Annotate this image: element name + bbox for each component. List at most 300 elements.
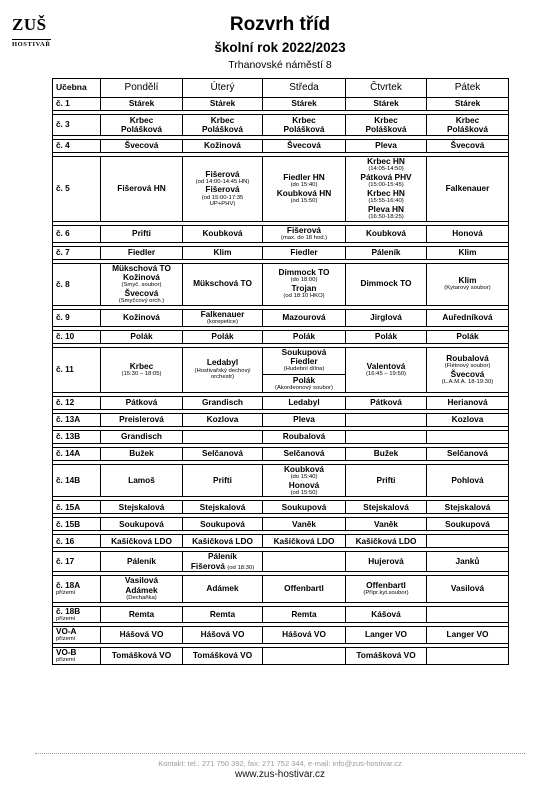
- table-row: [53, 627, 509, 644]
- teacher-name: [348, 313, 424, 322]
- teacher-name: [185, 141, 260, 150]
- room-cell: [53, 225, 101, 242]
- teacher-name: [265, 141, 343, 150]
- teacher-name: [103, 557, 180, 566]
- teacher-text: Polák: [292, 374, 316, 385]
- schedule-cell-thursday: [346, 413, 427, 426]
- note-text: (od 18:10 HKO): [283, 293, 325, 300]
- teacher-text: Falkenauer: [445, 183, 490, 194]
- schedule-cell-friday: [427, 535, 509, 548]
- teacher-text: Stárek: [291, 98, 317, 109]
- schedule-cell-friday: [427, 140, 509, 153]
- schedule-cell-thursday: [346, 518, 427, 531]
- teacher-text: Kožinová: [204, 140, 241, 151]
- room-cell: [53, 396, 101, 409]
- schedule-cell-wednesday: [263, 225, 346, 242]
- teacher-text: Páleník: [207, 551, 238, 562]
- schedule-cell-wednesday: [263, 157, 346, 222]
- teacher-text: Kašičková LDO: [355, 535, 417, 546]
- table-row: [53, 576, 509, 602]
- teacher-text: Krbec: [129, 360, 154, 371]
- teacher-name: [103, 141, 180, 150]
- teacher-name: [103, 273, 180, 282]
- teacher-name: [103, 476, 180, 485]
- schedule-cell-thursday: [346, 246, 427, 259]
- teacher-text: Adámek: [125, 584, 158, 595]
- teacher-name: [185, 476, 260, 485]
- logo-subtext: HOSTIVAŘ: [12, 41, 51, 48]
- teacher-text: Polák: [292, 330, 316, 341]
- teacher-text: Bužek: [129, 448, 154, 459]
- teacher-name: [103, 432, 180, 441]
- schedule-cell-thursday: [346, 552, 427, 572]
- schedule-cell-tuesday: [183, 330, 263, 343]
- schedule-cell-friday: [427, 647, 509, 664]
- teacher-name: [265, 313, 343, 322]
- teacher-name: [103, 313, 180, 322]
- schedule-cell-friday: [427, 263, 509, 305]
- teacher-text: Jirglová: [370, 311, 402, 322]
- table-row: [53, 347, 509, 392]
- teacher-text: Krbec HN: [367, 187, 405, 198]
- teacher-text: Roubalová: [282, 431, 326, 442]
- room-label: č. 14B: [56, 475, 81, 485]
- teacher-name: [265, 537, 343, 546]
- teacher-name: [103, 586, 180, 595]
- note-text: (L.A.M.A. 18-19:30): [441, 378, 494, 385]
- schedule-cell-monday: [101, 606, 183, 623]
- schedule-cell-monday: [101, 518, 183, 531]
- teacher-text: Kašičková LDO: [273, 535, 335, 546]
- teacher-name: [348, 99, 424, 108]
- teacher-text: Herianová: [447, 397, 488, 408]
- schedule-cell-thursday: [346, 501, 427, 514]
- room-cell: [53, 413, 101, 426]
- teacher-text: Vasilová: [124, 575, 159, 586]
- teacher-name: [103, 229, 180, 238]
- teacher-name: [348, 125, 424, 134]
- teacher-text: Remta: [128, 608, 155, 619]
- note-text: (od 14:00-14:45 HN): [195, 178, 250, 185]
- note-text: (Dechaňka): [126, 594, 157, 601]
- room-label: č. 12: [56, 398, 75, 408]
- teacher-text: Stárek: [373, 98, 399, 109]
- schedule-cell-monday: [101, 347, 183, 392]
- teacher-name: [348, 173, 424, 182]
- note-text: (Hudební dílna): [283, 366, 325, 373]
- schedule-cell-monday: [101, 115, 183, 136]
- room-cell: [53, 552, 101, 572]
- room-cell: [53, 157, 101, 222]
- schedule-cell-monday: [101, 263, 183, 305]
- teacher-name: [348, 537, 424, 546]
- teacher-text: Pátková: [370, 397, 402, 408]
- cell-note: [265, 366, 343, 373]
- cell-note: [348, 214, 424, 221]
- teacher-text: Honová: [288, 479, 320, 490]
- schedule-cell-friday: [427, 98, 509, 111]
- teacher-text: Krbec: [455, 114, 480, 125]
- schedule-cell-thursday: [346, 576, 427, 602]
- teacher-name: [429, 229, 506, 238]
- schedule-cell-tuesday: [183, 347, 263, 392]
- table-row: [53, 115, 509, 136]
- schedule-cell-tuesday: [183, 309, 263, 326]
- schedule-cell-friday: [427, 430, 509, 443]
- cell-note: [265, 198, 343, 205]
- room-cell: [53, 447, 101, 460]
- schedule-cell-thursday: [346, 447, 427, 460]
- teacher-name: [265, 189, 343, 198]
- room-note: přízemí: [56, 657, 76, 664]
- teacher-name: [265, 357, 343, 366]
- teacher-text: Polák: [456, 330, 479, 341]
- schedule-cell-monday: [101, 309, 183, 326]
- contact-info: Kontakt: tel.: 271 750 392, fax: 271 752 344, e-mail: info@zus-hostivar.cz: [158, 759, 402, 768]
- room-label: č. 13A: [56, 415, 81, 425]
- schedule-cell-tuesday: [183, 140, 263, 153]
- schedule-cell-monday: [101, 330, 183, 343]
- teacher-text: Stárek: [128, 98, 155, 109]
- schedule-cell-wednesday: [263, 309, 346, 326]
- teacher-text: Falkenauer: [200, 309, 245, 319]
- room-cell: [53, 115, 101, 136]
- teacher-text: Pátková: [125, 397, 158, 408]
- schedule-cell-wednesday: [263, 263, 346, 305]
- teacher-text: Valentová: [366, 360, 406, 371]
- teacher-name: [265, 268, 343, 277]
- teacher-name: [185, 279, 260, 288]
- teacher-name: [348, 205, 424, 214]
- room-label: VO-A: [56, 627, 77, 637]
- teacher-name: [185, 630, 260, 639]
- teacher-name: [429, 370, 506, 379]
- teacher-name: [348, 279, 424, 288]
- cell-note: [265, 490, 343, 497]
- schedule-cell-friday: [427, 246, 509, 259]
- website-link[interactable]: www.zus-hostivar.cz: [234, 769, 326, 780]
- teacher-text: Fiedler: [290, 246, 318, 257]
- teacher-text: Polášková: [283, 124, 325, 134]
- teacher-name: [429, 354, 506, 363]
- note-text: (do 18:00): [290, 277, 318, 284]
- table-row: [53, 246, 509, 259]
- schedule-cell-wednesday: [263, 413, 346, 426]
- note-text: (max. do 18 hod.): [280, 234, 328, 241]
- room-cell: [53, 576, 101, 602]
- schedule-cell-wednesday: [263, 140, 346, 153]
- teacher-name: [265, 248, 343, 257]
- teacher-text: Polášková: [446, 124, 489, 134]
- schedule-cell-tuesday: [183, 535, 263, 548]
- schedule-cell-monday: [101, 246, 183, 259]
- cell-note: [429, 285, 506, 292]
- teacher-name: [185, 520, 260, 529]
- room-note: přízemí: [56, 636, 76, 643]
- teacher-name: [348, 557, 424, 566]
- schedule-cell-friday: [427, 518, 509, 531]
- room-label: č. 1: [56, 99, 70, 109]
- schedule-cell-friday: [427, 396, 509, 409]
- footer-divider: [35, 753, 525, 754]
- teacher-text: Stejskalová: [444, 501, 491, 512]
- teacher-text: Klim: [458, 246, 477, 257]
- note-text: (Smyč. soubor): [121, 282, 162, 289]
- teacher-name: [265, 449, 343, 458]
- schedule-cell-friday: [427, 347, 509, 392]
- teacher-text: Vaněk: [374, 518, 398, 529]
- teacher-text: Preislerová: [119, 414, 164, 425]
- schedule-cell-friday: [427, 464, 509, 497]
- schedule-cell-wednesday: [263, 464, 346, 497]
- schedule-cell-wednesday: [263, 430, 346, 443]
- teacher-text: Soukupová: [200, 518, 245, 529]
- teacher-text: Krbec: [129, 114, 154, 125]
- teacher-text: Auředníková: [442, 311, 493, 322]
- teacher-text: Prifti: [376, 474, 396, 485]
- teacher-text: Fiedler HN: [283, 171, 325, 182]
- teacher-text: Polášková: [120, 124, 163, 134]
- teacher-name: [429, 141, 506, 150]
- schedule-cell-monday: [101, 576, 183, 602]
- teacher-name: [348, 630, 424, 639]
- schedule-cell-tuesday: [183, 225, 263, 242]
- schedule-cell-tuesday: [183, 647, 263, 664]
- teacher-name: [185, 185, 260, 194]
- schedule-cell-thursday: [346, 627, 427, 644]
- schedule-cell-thursday: [346, 140, 427, 153]
- schedule-cell-tuesday: [183, 552, 263, 572]
- room-cell: [53, 501, 101, 514]
- note-text: (Hostivařský dechový: [194, 367, 251, 374]
- teacher-name: [103, 248, 180, 257]
- logo-text: ZUŠ: [12, 15, 47, 34]
- teacher-name: [265, 465, 343, 474]
- schedule-cell-monday: [101, 501, 183, 514]
- teacher-name: [265, 99, 343, 108]
- teacher-name: [429, 584, 506, 593]
- note-text: (od 15:00-17:35: [201, 194, 244, 201]
- teacher-text: Selčanová: [283, 448, 325, 459]
- teacher-text: Ledabyl: [206, 357, 239, 368]
- room-cell: [53, 627, 101, 644]
- note-text: (15:30 – 18:05): [121, 370, 162, 377]
- schedule-cell-monday: [101, 98, 183, 111]
- teacher-text: Soukupová: [119, 518, 164, 529]
- teacher-text: Hášová VO: [282, 629, 326, 640]
- schedule-cell-friday: [427, 447, 509, 460]
- teacher-name: [185, 358, 260, 367]
- teacher-text: Pohlová: [451, 474, 484, 485]
- teacher-name: [429, 398, 506, 407]
- teacher-text: Fiedler: [127, 246, 156, 257]
- schedule-cell-tuesday: [183, 430, 263, 443]
- room-cell: [53, 98, 101, 111]
- schedule-cell-thursday: [346, 263, 427, 305]
- teacher-name: [103, 449, 180, 458]
- room-label: č. 13B: [56, 432, 81, 442]
- room-label: č. 18A: [56, 581, 81, 591]
- schedule-cell-friday: [427, 225, 509, 242]
- teacher-text: Grandisch: [120, 431, 163, 442]
- teacher-name: [348, 476, 424, 485]
- schedule-cell-thursday: [346, 430, 427, 443]
- cell-note: (od 18:30): [227, 564, 255, 571]
- table-row: [53, 263, 509, 305]
- schedule-cell-tuesday: [183, 115, 263, 136]
- schedule-cell-tuesday: [183, 246, 263, 259]
- room-header: Učebna: [53, 79, 101, 98]
- teacher-text: Pleva: [375, 140, 397, 151]
- teacher-name: [429, 557, 506, 566]
- teacher-text: Trojan: [291, 283, 317, 294]
- room-cell: [53, 140, 101, 153]
- teacher-name: [265, 630, 343, 639]
- teacher-text: Langer VO: [446, 629, 489, 640]
- schedule-cell-friday: [427, 501, 509, 514]
- room-note: přízemí: [56, 590, 76, 597]
- teacher-name: [265, 503, 343, 512]
- teacher-text: Kašičková LDO: [111, 535, 172, 546]
- teacher-name: [265, 173, 343, 182]
- teacher-name: [429, 313, 506, 322]
- schedule-cell-thursday: [346, 309, 427, 326]
- teacher-text: Kožinová: [123, 271, 160, 282]
- teacher-name: [348, 229, 424, 238]
- schedule-cell-friday: [427, 552, 509, 572]
- schedule-cell-monday: [101, 535, 183, 548]
- room-cell: [53, 606, 101, 623]
- teacher-text: Pátková PHV: [360, 171, 412, 182]
- teacher-text: Ledabyl: [288, 397, 320, 408]
- teacher-name: [348, 398, 424, 407]
- teacher-text: Švecová: [287, 140, 321, 151]
- teacher-text: Švecová: [124, 287, 159, 298]
- table-row: [53, 447, 509, 460]
- table-row: [53, 225, 509, 242]
- teacher-text: Selčanová: [446, 448, 489, 459]
- teacher-text: Stejskalová: [118, 501, 165, 512]
- teacher-name: [348, 332, 424, 341]
- teacher-text: Švecová: [450, 140, 485, 151]
- schedule-cell-tuesday: [183, 606, 263, 623]
- teacher-text: Kozlova: [451, 414, 484, 425]
- schedule-cell-tuesday: [183, 447, 263, 460]
- teacher-text: Remta: [209, 608, 236, 619]
- schedule-cell-tuesday: [183, 576, 263, 602]
- schedule-cell-thursday: [346, 347, 427, 392]
- teacher-name: [265, 432, 343, 441]
- schedule-cell-monday: [101, 430, 183, 443]
- schedule-cell-tuesday: [183, 263, 263, 305]
- teacher-name: [185, 248, 260, 257]
- teacher-text: Bužek: [373, 448, 399, 459]
- note-text: UP+PHV): [209, 201, 236, 208]
- teacher-name: [348, 520, 424, 529]
- teacher-text: Kozlova: [206, 414, 239, 425]
- schedule-cell-monday: [101, 140, 183, 153]
- table-row: [53, 309, 509, 326]
- day-header-monday: Pondělí: [101, 79, 183, 98]
- teacher-text: Stejskalová: [363, 501, 409, 512]
- teacher-name: [185, 562, 260, 572]
- teacher-text: Dimmock TO: [278, 267, 330, 278]
- table-row: [53, 501, 509, 514]
- room-label: č. 5: [56, 184, 70, 194]
- schedule-cell-friday: [427, 576, 509, 602]
- teacher-name: [185, 503, 260, 512]
- schedule-cell-thursday: [346, 606, 427, 623]
- header-row: [53, 79, 509, 98]
- teacher-text: Adámek: [206, 583, 239, 594]
- room-cell: [53, 246, 101, 259]
- teacher-text: Polášková: [201, 124, 244, 134]
- table-row: [53, 552, 509, 572]
- teacher-name: [185, 125, 260, 134]
- schedule-cell-monday: [101, 396, 183, 409]
- cell-note: [103, 371, 180, 378]
- teacher-text: Mükschová TO: [193, 278, 252, 289]
- teacher-text: Hášová VO: [200, 629, 245, 640]
- teacher-text: Soukupová: [445, 518, 490, 529]
- schedule-cell-friday: [427, 309, 509, 326]
- teacher-text: Švecová: [124, 140, 159, 151]
- teacher-name: [103, 99, 180, 108]
- teacher-text: Pleva HN: [368, 203, 404, 214]
- schedule-cell-thursday: [346, 464, 427, 497]
- note-text: (do 15:40): [290, 182, 318, 189]
- note-text: (Flétnový soubor): [444, 363, 491, 370]
- teacher-name: [185, 651, 260, 660]
- room-label: č. 15A: [56, 502, 81, 512]
- schedule-cell-friday: [427, 330, 509, 343]
- schedule-cell-wednesday: [263, 115, 346, 136]
- teacher-text: Fišerová: [205, 184, 240, 195]
- teacher-text: Fiedler: [290, 355, 318, 366]
- note-text: (15:00-15:45): [368, 182, 404, 189]
- teacher-text: Fišerová HN: [117, 183, 166, 194]
- teacher-text: Prifti: [132, 227, 151, 238]
- teacher-text: Krbec: [374, 114, 398, 125]
- room-cell: [53, 309, 101, 326]
- room-label: č. 11: [56, 365, 74, 375]
- teacher-text: Stárek: [209, 98, 236, 109]
- teacher-name: [265, 520, 343, 529]
- teacher-name: [103, 398, 180, 407]
- room-label: VO-B: [56, 647, 77, 657]
- schedule-cell-thursday: [346, 98, 427, 111]
- teacher-name: [348, 449, 424, 458]
- school-year: školní rok 2022/2023: [214, 40, 346, 55]
- cell-note: [185, 319, 260, 326]
- schedule-cell-monday: [101, 464, 183, 497]
- teacher-text: Langer VO: [365, 629, 407, 640]
- cell-note: [185, 195, 260, 202]
- teacher-text: Polášková: [365, 124, 407, 134]
- teacher-name: [429, 415, 506, 424]
- teacher-name: [185, 398, 260, 407]
- teacher-name: [185, 310, 260, 319]
- schedule-cell-friday: [427, 157, 509, 222]
- teacher-name: [265, 415, 343, 424]
- address: Trhanovské náměstí 8: [228, 59, 332, 71]
- note-text: (15:55-16:40): [368, 198, 404, 205]
- teacher-text: Grandisch: [201, 397, 244, 408]
- schedule-cell-wednesday: [263, 535, 346, 548]
- schedule-cell-wednesday: [263, 576, 346, 602]
- schedule-cell-monday: [101, 157, 183, 222]
- schedule-cell-thursday: [346, 330, 427, 343]
